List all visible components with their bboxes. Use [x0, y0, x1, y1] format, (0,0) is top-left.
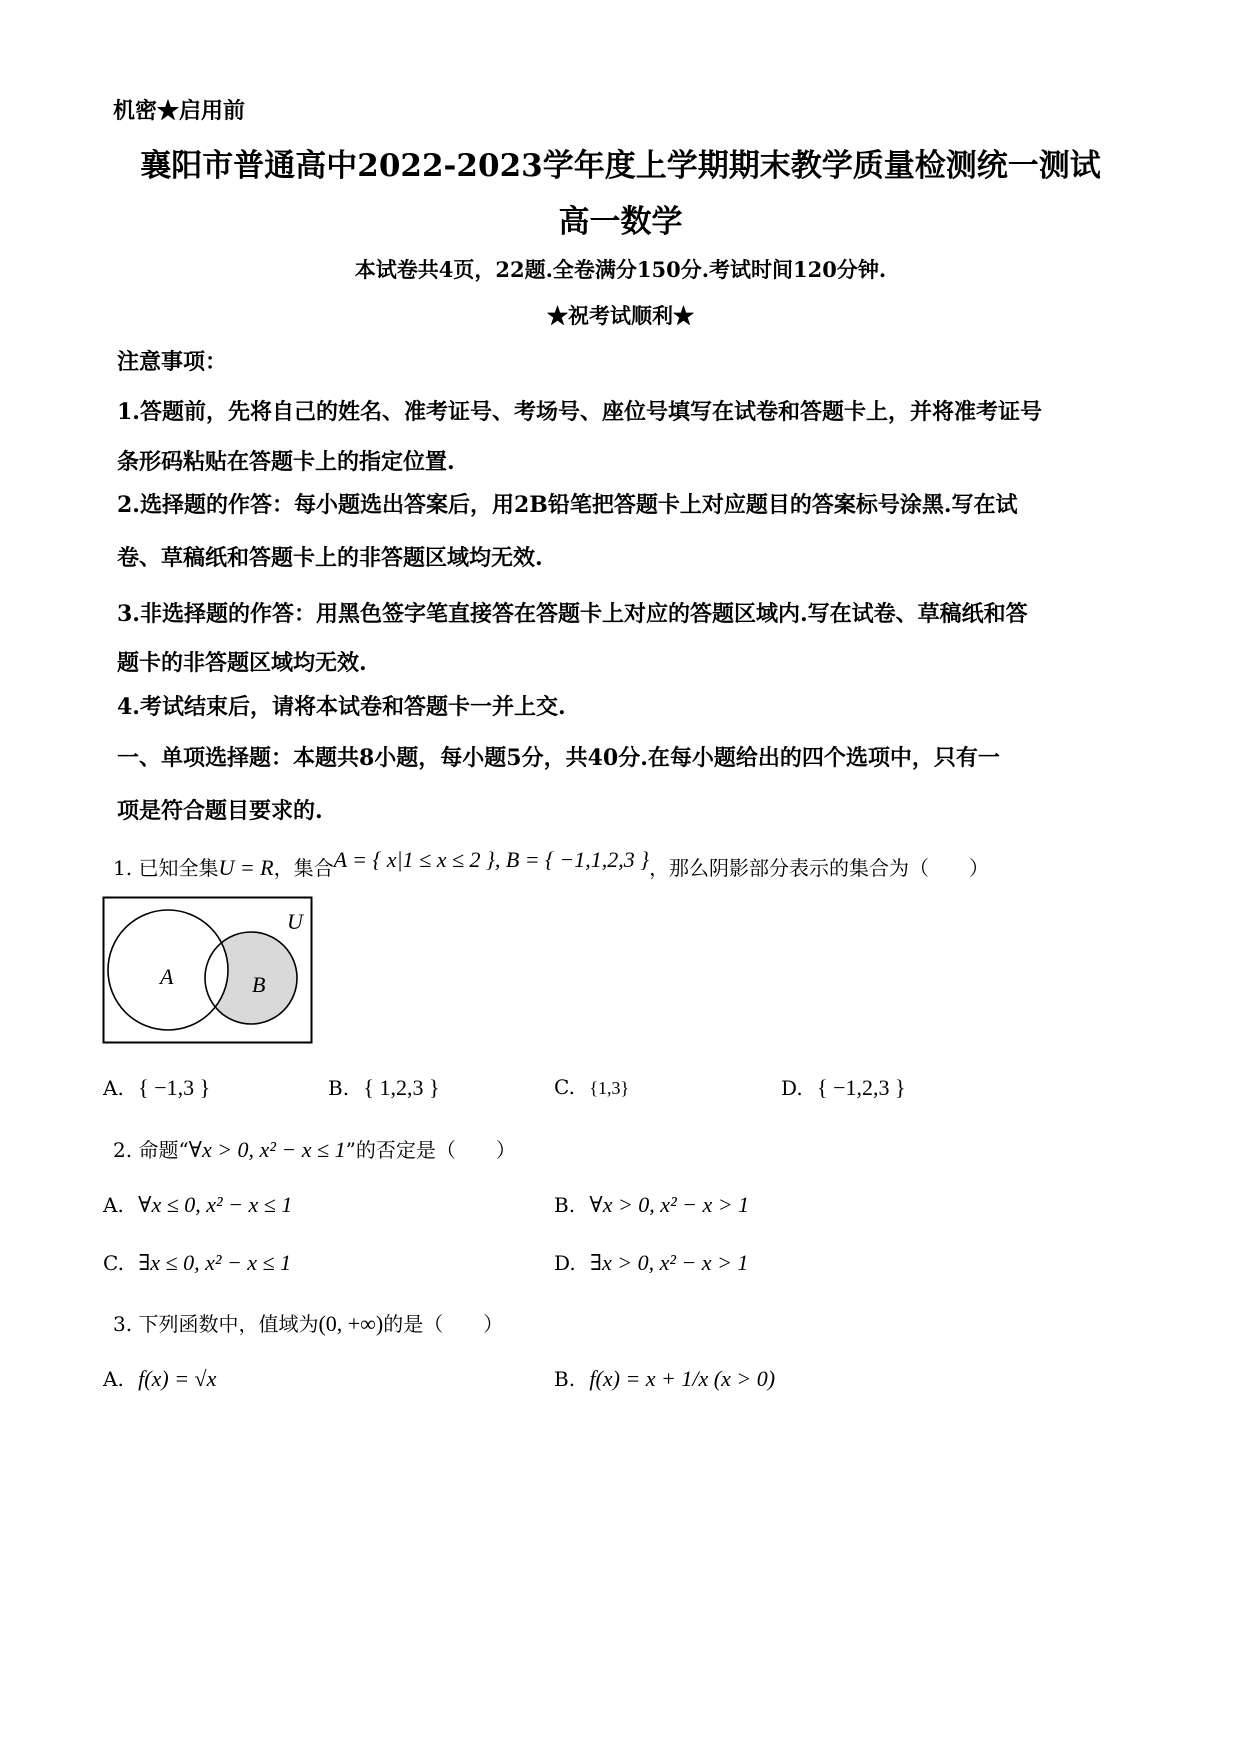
option-text: { −1,2,3 } [817, 1075, 906, 1100]
option-letter: A. [103, 1193, 124, 1217]
option-letter: C. [554, 1075, 575, 1099]
note-2-line1: 2.选择题的作答：每小题选出答案后，用2B铅笔把答题卡上对应题目的答案标号涂黑.写在试 [117, 492, 1018, 518]
q1-option-b [328, 1075, 440, 1101]
q1-universe: U = R [218, 855, 274, 880]
q1-suffix: ，那么阴影部分表示的集合为（ ） [649, 856, 990, 880]
option-text: { 1,2,3 } [363, 1075, 440, 1100]
option-text: ∃x > 0, x² − x > 1 [590, 1250, 749, 1275]
q3-option-a [103, 1366, 216, 1392]
venn-label-a: A [160, 964, 174, 989]
q1-option-d [781, 1075, 906, 1101]
q2-statement: ∀x > 0, x² − x ≤ 1 [188, 1137, 346, 1162]
q1-sets: A = { x|1 ≤ x ≤ 2 }, B = { −1,1,2,3 } [333, 847, 650, 872]
option-letter: D. [554, 1251, 576, 1275]
q3-range: (0, +∞) [318, 1311, 384, 1336]
q3-option-b [554, 1366, 775, 1392]
venn-diagram [102, 896, 314, 1046]
notes-heading: 注意事项： [117, 349, 228, 375]
exam-info: 本试卷共4页，22题.全卷满分150分.考试时间120分钟. [354, 257, 887, 282]
section1-line2: 项是符合题目要求的. [117, 798, 323, 824]
question-2 [113, 1134, 516, 1163]
option-letter: B. [328, 1076, 350, 1100]
q2-option-b [554, 1192, 749, 1218]
note-4-line1: 4.考试结束后，请将本试卷和答题卡一并上交. [117, 694, 566, 720]
exam-title: 襄阳市普通高中2022-2023学年度上学期期末教学质量检测统一测试 [140, 148, 1101, 184]
option-letter: A. [103, 1367, 124, 1391]
venn-label-u: U [287, 909, 303, 934]
question-3 [113, 1308, 503, 1337]
section1-line1: 一、单项选择题：本题共8小题，每小题5分，共40分.在每小题给出的四个选项中，只有一 [117, 745, 1000, 771]
q2-option-d [554, 1250, 748, 1276]
note-3-line2: 题卡的非答题区域均无效. [117, 650, 367, 676]
q3-suffix: 的是（ ） [383, 1312, 504, 1336]
note-1-line2: 条形码粘贴在答题卡上的指定位置. [117, 449, 455, 475]
exam-wish: ★祝考试顺利★ [547, 303, 694, 328]
question-1 [113, 847, 990, 881]
option-letter: A. [103, 1076, 124, 1100]
option-text: f(x) = x + 1/x (x > 0) [589, 1366, 776, 1391]
exam-subject: 高一数学 [558, 204, 683, 240]
option-letter: B. [554, 1367, 576, 1391]
q1-mid: ，集合 [273, 856, 334, 880]
note-3-line1: 3.非选择题的作答：用黑色签字笔直接答在答题卡上对应的答题区域内.写在试卷、草稿纸和答 [117, 601, 1028, 627]
note-2-line2: 卷、草稿纸和答题卡上的非答题区域均无效. [117, 545, 543, 571]
option-text: ∃x ≤ 0, x² − x ≤ 1 [138, 1250, 292, 1275]
option-letter: C. [103, 1251, 124, 1275]
q2-option-c [103, 1250, 291, 1276]
option-text: { −1,3 } [138, 1075, 211, 1100]
q1-option-a [103, 1075, 210, 1101]
option-text: {1,3} [589, 1078, 630, 1098]
option-text: ∀x > 0, x² − x > 1 [589, 1192, 750, 1217]
q1-prefix: 1. 已知全集 [113, 856, 219, 880]
confidential-label: 机密★启用前 [113, 98, 246, 124]
q1-option-c [554, 1075, 629, 1099]
venn-label-b: B [252, 972, 266, 997]
note-1-line1: 1.答题前，先将自己的姓名、准考证号、考场号、座位号填写在试卷和答题卡上，并将准考证号 [117, 399, 1042, 425]
q2-option-a [103, 1192, 292, 1218]
q3-prefix: 3. 下列函数中，值域为 [113, 1312, 319, 1336]
option-letter: D. [781, 1076, 803, 1100]
q2-prefix: 2. 命题“ [113, 1138, 189, 1162]
option-text: f(x) = √x [138, 1366, 217, 1391]
option-text: ∀x ≤ 0, x² − x ≤ 1 [138, 1192, 293, 1217]
q2-suffix: ”的否定是（ ） [345, 1138, 516, 1162]
option-letter: B. [554, 1193, 576, 1217]
